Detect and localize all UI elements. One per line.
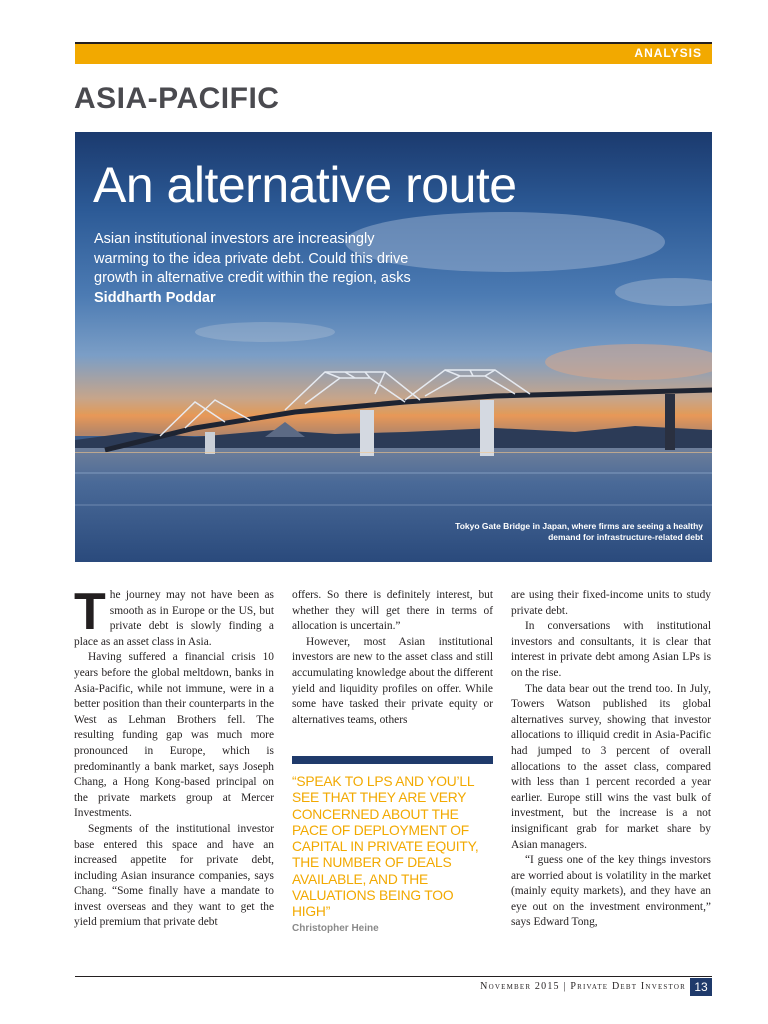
paragraph: “I guess one of the key things investors are worried about is volatility in the market (mainly equity markets), and they have an eye out on the investment environment,” says Edward Tong, <box>511 854 711 929</box>
article-title: An alternative route <box>93 157 517 213</box>
paragraph: Segments of the institutional investor base entered this space and have an increased appetite for private debt, including Asian insurance companies, says Chang. “Some finally have a mandate to invest overseas and they want to get the yield premium that private debt <box>74 822 274 929</box>
article-column-1 <box>74 583 274 931</box>
paragraph: are using their fixed-income units to study private debt. <box>511 589 711 617</box>
paragraph-text: he journey may not have been as smooth as in Europe or the US, but private debt is slowly finding a place as an asset class in Asia. <box>74 589 274 648</box>
article-deck <box>94 230 424 308</box>
hero-image <box>75 132 712 562</box>
paragraph: In conversations with institutional investors and consultants, it is clear that interest in private debt among Asian LPs is on the rise. <box>511 620 711 679</box>
pull-quote-credit: Christopher Heine <box>292 922 379 934</box>
pull-quote-text: “SPEAK TO LPS AND YOU’LL SEE THAT THEY ARE VERY CONCERNED ABOUT THE PACE OF DEPLOYMENT OF CAPITAL IN PRIVATE EQUITY, THE NUMBER OF DEALS AVAILABLE, AND THE VALUATIONS BEING TOO HIGH” <box>292 774 479 920</box>
section-label: ANALYSIS <box>634 46 702 60</box>
drop-cap: T <box>74 583 106 641</box>
paragraph: Having suffered a financial crisis 10 years before the global meltdown, banks in Asia-Pacific, while not immune, were in a better position than their counterparts in the West as Lehman Brothers fell. The resulting funding gap was much more pronounced in Europe, which is predominantly a bank market, says Joseph Chang, a Hong Kong-based principal on the private markets group at Mercer Investments. <box>74 651 274 820</box>
paragraph <box>74 583 274 650</box>
pull-quote <box>292 756 493 934</box>
paragraph: However, most Asian institutional investors are new to the asset class and still accumulating knowledge about the different yield and liquidity profiles on offer. While some have tasked their private equity or alternatives teams, others <box>292 635 493 726</box>
footer-rule <box>75 976 712 977</box>
section-bar <box>75 44 712 64</box>
article-column-3 <box>511 588 711 931</box>
article-column-2 <box>292 588 493 728</box>
author-name: Siddharth Poddar <box>94 289 216 306</box>
region-heading: ASIA-PACIFIC <box>74 82 280 115</box>
page-number: 13 <box>690 978 712 996</box>
footer-issue: November 2015 | Private Debt Investor <box>480 981 686 992</box>
photo-caption: Tokyo Gate Bridge in Japan, where firms are seeing a healthy demand for infrastructure-related debt <box>455 521 703 542</box>
paragraph: The data bear out the trend too. In July, Towers Watson published its global alternatives survey, showing that investor allocations to illiquid credit in Asia-Pacific had jumped to 3 percent of overall allocations to the asset class, compared with less than 1 percent recorded a year earlier. Europe still wins the vast bulk of investment, but the increase is a not insignificant grab for market share by Asian managers. <box>511 682 711 851</box>
paragraph: offers. So there is definitely interest, but whether they will get there in terms of allocation is uncertain.” <box>292 589 493 633</box>
pull-quote-rule <box>292 756 493 764</box>
deck-text: Asian institutional investors are increasingly warming to the idea private debt. Could this drive growth in alternative credit within the region, asks <box>94 231 411 286</box>
